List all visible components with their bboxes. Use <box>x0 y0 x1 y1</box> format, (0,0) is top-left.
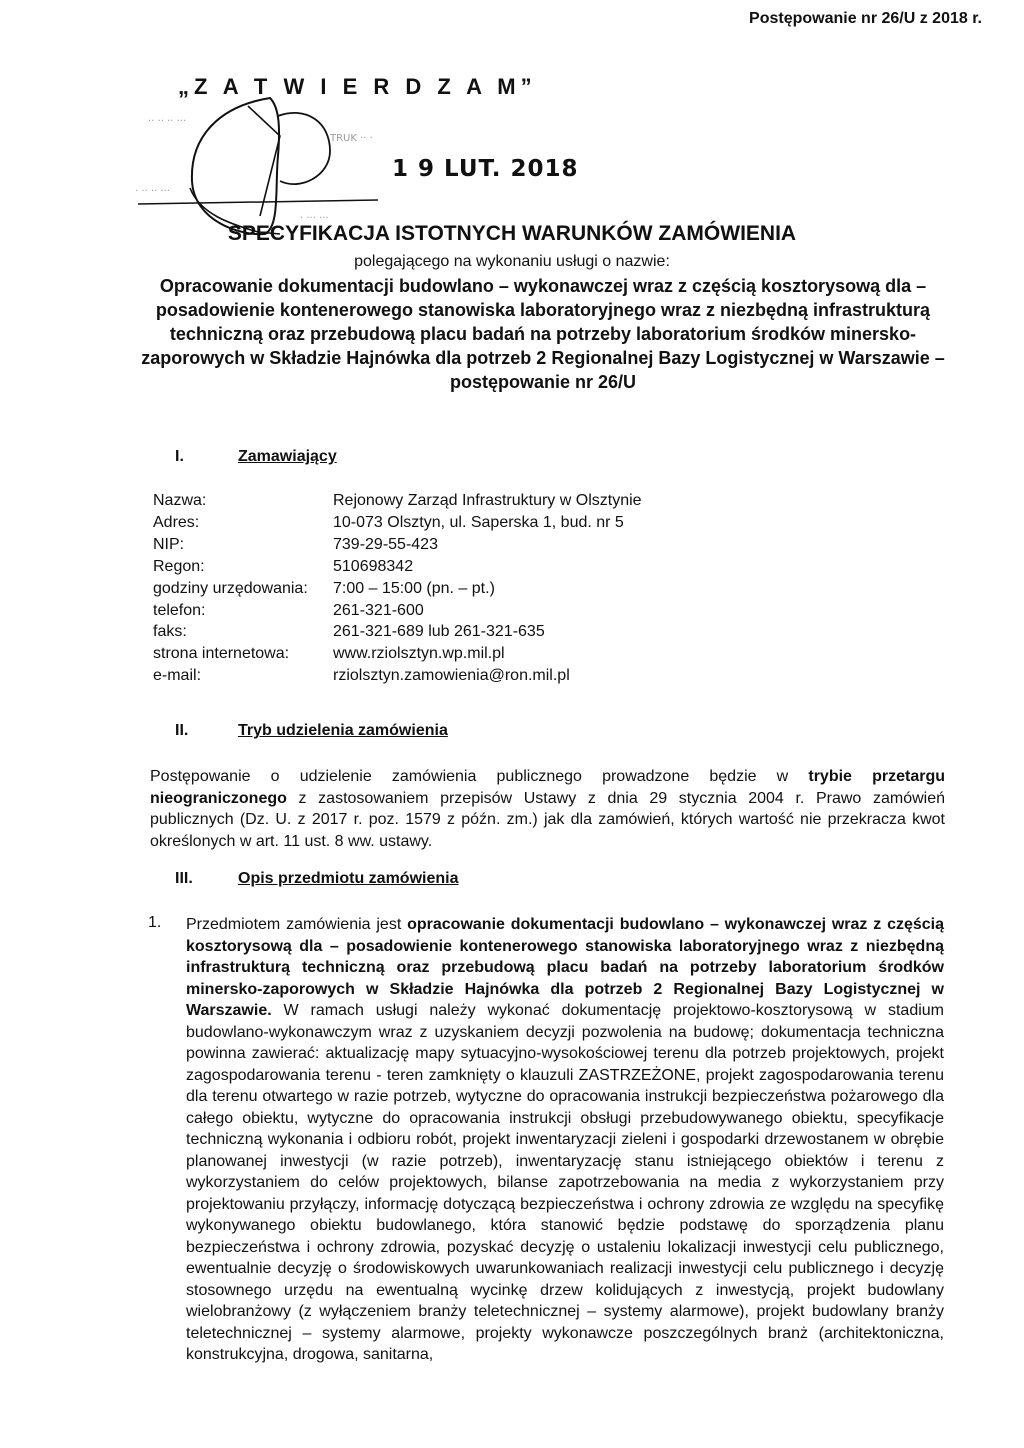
date-stamp: 1 9 LUT. 2018 <box>392 156 579 182</box>
info-value: 739-29-55-423 <box>333 535 438 553</box>
section-3-title: Opis przedmiotu zamówienia <box>238 870 459 887</box>
info-value: 510698342 <box>333 557 414 575</box>
info-row <box>153 600 642 622</box>
info-row <box>153 621 642 643</box>
document-reference: Postępowanie nr 26/U z 2018 r. <box>749 10 982 27</box>
svg-text:TRUK ·· ·: TRUK ·· · <box>330 133 373 144</box>
signature-loop <box>192 98 279 234</box>
approval-label: „Z A T W I E R D Z A M” <box>178 74 537 99</box>
info-key: telefon: <box>153 601 206 619</box>
info-value: 261-321-689 lub 261-321-635 <box>333 623 545 641</box>
document-title: SPECYFIKACJA ISTOTNYCH WARUNKÓW ZAMÓWIENIA <box>227 222 797 245</box>
info-row <box>153 665 642 687</box>
svg-text:· ··· ···: · ··· ··· <box>300 213 329 224</box>
section-2-paragraph <box>150 766 945 852</box>
section-3-number: III. <box>175 870 193 887</box>
paragraph-bold-text: trybie przetargu nieograniczonego <box>150 768 945 807</box>
info-value: rziolsztyn.zamowienia@ron.mil.pl <box>333 667 570 685</box>
info-key: strona internetowa: <box>153 645 290 663</box>
info-row <box>153 556 642 578</box>
info-key: godziny urzędowania: <box>153 579 308 597</box>
contracting-authority-info <box>153 490 642 687</box>
info-value: www.rziolsztyn.wp.mil.pl <box>333 645 505 663</box>
info-key: faks: <box>153 623 187 641</box>
svg-text:· ·· ·· ···: · ·· ·· ··· <box>135 186 170 197</box>
info-key: Nazwa: <box>153 492 207 509</box>
info-key: e-mail: <box>153 667 202 685</box>
section-3-paragraph <box>186 914 944 1366</box>
info-row <box>153 490 642 512</box>
paragraph-text: Przedmiotem zamówienia jest <box>186 916 408 933</box>
stamp-line <box>138 200 378 204</box>
section-2-title: Tryb udzielenia zamówienia <box>238 722 448 739</box>
list-item-number: 1. <box>148 914 162 931</box>
info-value: 261-321-600 <box>333 601 424 619</box>
info-value: 7:00 – 15:00 (pn. – pt.) <box>333 579 495 597</box>
info-row <box>153 534 642 556</box>
info-row <box>153 578 642 600</box>
info-row <box>153 512 642 534</box>
info-key: Adres: <box>153 513 200 531</box>
stamp-faint-text <box>135 116 373 224</box>
section-1-number: I. <box>175 448 184 465</box>
paragraph-text: z zastosowaniem przepisów Ustawy z dnia 29 stycznia 2004 r. Prawo zamówień publicznych (Dz. U. z 2017 r. poz. 1579 z późn. zm.) jak dla zamówień, których wartość nie przekracza kwot określonych w art. 11 ust. 8 ww. ustawy. <box>150 789 945 850</box>
paragraph-bold-text: opracowanie dokumentacji budowlano – wykonawczej wraz z częścią kosztorysową dla – posadowienie kontenerowego stanowiska laboratoryjnego wraz z niezbędną infrastrukturą techniczną oraz przebudową placu badań na potrzeby laboratorium środków minersko-zaporowych w Składzie Hajnówka dla potrzeb 2 Regionalnej Bazy Logistycznej w Warszawie. <box>186 916 945 1019</box>
info-row <box>153 643 642 665</box>
info-value: Rejonowy Zarząd Infrastruktury w Olsztynie <box>333 492 642 509</box>
section-2-number: II. <box>175 722 189 739</box>
document-subtitle: polegającego na wykonaniu usługi o nazwie: <box>354 253 670 270</box>
info-key: NIP: <box>153 535 185 553</box>
signature-loop-2 <box>278 113 330 184</box>
document-subject: Opracowanie dokumentacji budowlano – wykonawczej wraz z częścią kosztorysową dla – posadowienie kontenerowego stanowiska laboratoryjnego wraz z niezbędną infrastrukturą techniczną oraz przebudową placu badań na potrzeby laboratorium środków minersko-zaporowych w Składzie Hajnówka dla potrzeb 2 Regionalnej Bazy Logistycznej w Warszawie – postępowanie nr 26/U <box>141 276 945 392</box>
svg-text:·· ·· ·· ···: ·· ·· ·· ··· <box>148 116 187 127</box>
paragraph-text: W ramach usługi należy wykonać dokumentację projektowo-kosztorysową w stadium budowlano-wykonawczym wraz z uzyskaniem decyzji pozwolenia na budowę; dokumentacja techniczna powinna zawierać: aktualizację mapy sytuacyjno-wysokościowej terenu dla potrzeb projektowych, projekt zagospodarowania terenu - teren zamknięty o klauzuli ZASTRZEŻONE, projekt zagospodarowania terenu dla terenu otwartego w razie potrzeb, wytyczne do opracowania instrukcji bezpieczeństwa pożarowego dla całego obiektu, wytyczne do opracowania instrukcji obsługi przebudowywanego obiektu, specyfikacje techniczną wykonania i odbioru robót, projekt inwentaryzacji zieleni i gospodarki drzewostanem w obrębie planowanej inwestycji (w razie potrzeb), inwentaryzację stanu istniejącego obiektów i terenu z wykorzystaniem do celów projektowych, bilanse zapotrzebowania na media z wykorzystaniem przy projektowaniu przyłączy, informację dotyczącą bezpieczeństwa i ochrony zdrowia ze względu na specyfikę wykonywanego obiektu budowlanego, która stanowić będzie podstawę do sporządzenia planu bezpieczeństwa i ochrony zdrowia, pozyskać decyzję o ustaleniu lokalizacji inwestycji celu publicznego, ewentualnie decyzję o środowiskowych uwarunkowaniach realizacji inwestycji celu publicznego i decyzję stosownego urzędu na ewentualną wycinkę drzew kolidujących z inwestycją, projekt budowlany wielobranżowy (z wyłączeniem branży teletechnicznej – systemy alarmowe), projekt budowlany branży teletechnicznej – systemy alarmowe, projekty wykonawcze poszczególnych branż (architektoniczna, konstrukcyjna, drogowa, sanitarna, <box>186 1002 944 1363</box>
info-value: 10-073 Olsztyn, ul. Saperska 1, bud. nr 5 <box>333 513 624 531</box>
info-key: Regon: <box>153 557 205 575</box>
paragraph-text: Postępowanie o udzielenie zamówienia publicznego prowadzone będzie w <box>150 768 809 785</box>
section-1-title: Zamawiający <box>238 448 337 465</box>
